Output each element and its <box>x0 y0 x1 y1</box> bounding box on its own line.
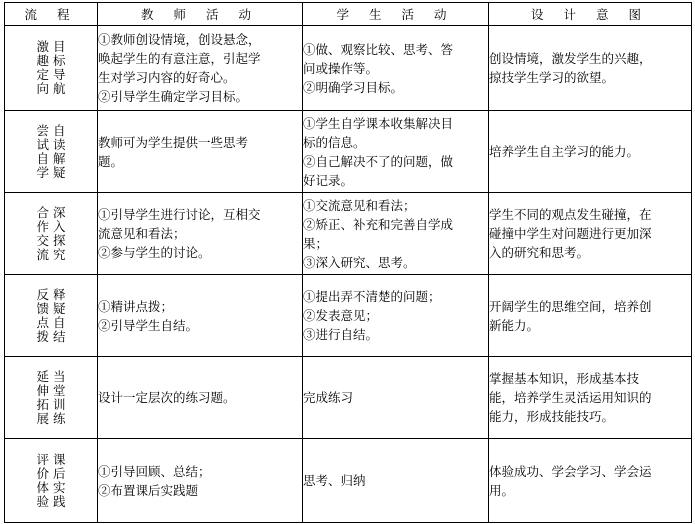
cell-text-line: ①做、观察比较、思考、答 <box>303 41 454 57</box>
stage-char: 延 <box>36 368 49 384</box>
stage-label-column <box>36 206 49 262</box>
table-row <box>5 26 692 111</box>
teacher-activity-cell <box>98 275 303 357</box>
stage-char: 拓 <box>36 396 49 412</box>
stage-label <box>5 288 97 344</box>
stage-char: 定 <box>36 67 49 82</box>
design-intent-cell <box>489 193 692 275</box>
cell-text-line: 果； <box>303 235 329 251</box>
cell-text-line: 流意见和看法； <box>98 226 186 241</box>
teacher-activity-cell <box>98 26 303 111</box>
cell-text-line: 掠技学生学习的欲望。 <box>489 70 615 85</box>
stage-label-column <box>53 124 66 180</box>
cell-text-line: 入的研究和思考。 <box>489 245 590 260</box>
cell-text-line: ③深入研究、思考。 <box>303 254 416 270</box>
stage-label-column <box>36 288 49 344</box>
cell-text-line: 碰撞中学生对问题进行更加深 <box>489 226 652 241</box>
cell-text-line: 好记录。 <box>303 172 354 188</box>
design-intent-cell <box>489 357 692 439</box>
table-body <box>5 26 692 523</box>
stage-char: 导 <box>53 67 66 82</box>
cell-text-line: ①引导回顾、总结； <box>98 463 211 479</box>
stage-char: 结 <box>53 328 66 344</box>
stage-char: 流 <box>36 246 49 262</box>
stage-char: 自 <box>53 314 66 330</box>
cell-text-line: 培养学生自主学习的能力。 <box>489 144 640 159</box>
cell-text-line: 问或操作等。 <box>303 60 379 76</box>
stage-char: 航 <box>53 81 66 96</box>
stage-label-column <box>53 288 66 344</box>
stage-label <box>5 124 97 180</box>
stage-char: 后 <box>53 465 66 481</box>
header-teacher-activity: 教 师 活 动 <box>98 3 303 26</box>
stage-char: 自 <box>36 150 49 166</box>
stage-char: 践 <box>53 493 66 509</box>
stage-char: 向 <box>36 81 49 96</box>
header-row <box>5 3 692 26</box>
cell-text-line: 开阔学生的思维空间，培养创 <box>489 298 652 314</box>
cell-text-line: ②自己解决不了的问题，做 <box>303 153 454 169</box>
stage-char: 训 <box>53 396 66 412</box>
stage-char: 疑 <box>53 164 66 180</box>
cell-text-line: 生对学习内容的好奇心。 <box>98 70 236 85</box>
stage-char: 读 <box>53 136 66 152</box>
cell-text-line: 唤起学生的有意注意，引起学 <box>98 51 261 66</box>
table-row <box>5 357 692 439</box>
stage-char: 究 <box>53 246 66 262</box>
stage-label <box>5 453 97 509</box>
stage-label-column <box>53 453 66 509</box>
cell-text-line: ①精讲点拨； <box>98 298 174 314</box>
header-student-activity: 学 生 活 动 <box>303 3 489 26</box>
lesson-plan-table <box>4 2 692 523</box>
stage-char: 验 <box>36 493 49 509</box>
student-activity-cell <box>303 357 489 439</box>
stage-char: 反 <box>36 286 49 302</box>
cell-text-line: ③进行自结。 <box>303 327 379 342</box>
student-activity-cell <box>303 439 489 523</box>
stage-char: 探 <box>53 232 66 248</box>
stage-char: 解 <box>53 150 66 166</box>
cell-text-line: 新能力。 <box>489 317 540 333</box>
cell-text-line: 学生不同的观点发生碰撞，在 <box>489 207 652 222</box>
cell-text-line: ②引导学生确定学习目标。 <box>98 89 249 104</box>
teacher-activity-cell <box>98 357 303 439</box>
cell-text-line: 标的信息。 <box>303 134 366 150</box>
cell-text-line: 设计一定层次的练习题。 <box>98 390 236 405</box>
stage-label-column <box>36 370 49 426</box>
cell-text-line: ①教师创设情境，创设悬念， <box>98 32 261 47</box>
cell-text-line: 掌握基本知识，形成基本技 <box>489 371 640 386</box>
stage-label-column <box>36 40 49 96</box>
student-activity-cell <box>303 111 489 193</box>
stage-char: 目 <box>53 39 66 54</box>
cell-text-line: ②明确学习目标。 <box>303 79 404 95</box>
design-intent-cell <box>489 111 692 193</box>
student-activity-cell <box>303 193 489 275</box>
table-row <box>5 275 692 357</box>
teacher-activity-cell <box>98 439 303 523</box>
design-intent-cell <box>489 439 692 523</box>
student-activity-cell <box>303 275 489 357</box>
cell-text-line: 思考、归纳 <box>303 473 366 488</box>
stage-char: 深 <box>53 204 66 220</box>
stage-label-column <box>53 206 66 262</box>
cell-text-line: ①引导学生进行讨论，互相交 <box>98 207 261 222</box>
table-row <box>5 439 692 523</box>
cell-text-line: 用。 <box>489 482 515 498</box>
stage-guide-intro <box>5 26 98 111</box>
stage-char: 趣 <box>36 53 49 68</box>
stage-char: 入 <box>53 218 66 234</box>
table-row <box>5 193 692 275</box>
stage-char: 交 <box>36 232 49 248</box>
cell-text-line: 体验成功、学会学习、学会运 <box>489 463 652 479</box>
teacher-activity-cell <box>98 111 303 193</box>
stage-char: 堂 <box>53 382 66 398</box>
design-intent-cell <box>489 275 692 357</box>
stage-char: 当 <box>53 368 66 384</box>
stage-char: 价 <box>36 465 49 481</box>
header-process: 流 程 <box>5 3 98 26</box>
stage-label <box>5 370 97 426</box>
stage-label <box>5 206 97 262</box>
stage-char: 疑 <box>53 300 66 316</box>
stage-char: 点 <box>36 314 49 330</box>
stage-char: 评 <box>36 451 49 467</box>
cell-text-line: 教师可为学生提供一些思考 <box>98 134 249 150</box>
cell-text-line: ②矫正、补充和完善自学成 <box>303 216 454 232</box>
stage-char: 伸 <box>36 382 49 398</box>
cell-text-line: ①学生自学课本收集解决目 <box>303 115 454 131</box>
cell-text-line: ②发表意见； <box>303 308 379 323</box>
stage-char: 标 <box>53 53 66 68</box>
stage-char: 练 <box>53 410 66 426</box>
stage-char: 试 <box>36 136 49 152</box>
stage-char: 拨 <box>36 328 49 344</box>
stage-char: 合 <box>36 204 49 220</box>
stage-evaluation-practice <box>5 439 98 523</box>
header-design-intent: 设 计 意 图 <box>489 3 692 26</box>
table-row <box>5 111 692 193</box>
stage-char: 作 <box>36 218 49 234</box>
stage-label-column <box>53 370 66 426</box>
stage-char: 实 <box>53 479 66 495</box>
cell-text-line: 完成练习 <box>303 390 354 405</box>
stage-char: 馈 <box>36 300 49 316</box>
stage-extension-practice <box>5 357 98 439</box>
stage-char: 展 <box>36 410 49 426</box>
stage-label-column <box>53 40 66 96</box>
cell-text-line: 创设情境，激发学生的兴趣， <box>489 51 652 66</box>
cell-text-line: ①交流意见和看法； <box>303 197 416 213</box>
stage-char: 课 <box>53 451 66 467</box>
stage-self-study <box>5 111 98 193</box>
stage-feedback <box>5 275 98 357</box>
stage-label-column <box>36 124 49 180</box>
stage-cooperative-inquiry <box>5 193 98 275</box>
design-intent-cell <box>489 26 692 111</box>
cell-text-line: ②引导学生自结。 <box>98 317 199 333</box>
stage-char: 学 <box>36 164 49 180</box>
cell-text-line: 能力，形成技能技巧。 <box>489 409 615 424</box>
cell-text-line: ②布置课后实践题 <box>98 482 199 498</box>
student-activity-cell <box>303 26 489 111</box>
cell-text-line: 题。 <box>98 153 124 169</box>
cell-text-line: ①提出弄不清楚的问题； <box>303 289 441 304</box>
stage-char: 体 <box>36 479 49 495</box>
stage-label <box>5 40 97 96</box>
stage-char: 激 <box>36 39 49 54</box>
teacher-activity-cell <box>98 193 303 275</box>
stage-label-column <box>36 453 49 509</box>
stage-char: 释 <box>53 286 66 302</box>
stage-char: 尝 <box>36 122 49 138</box>
cell-text-line: 能，培养学生灵活运用知识的 <box>489 390 652 405</box>
cell-text-line: ②参与学生的讨论。 <box>98 245 211 260</box>
stage-char: 自 <box>53 122 66 138</box>
